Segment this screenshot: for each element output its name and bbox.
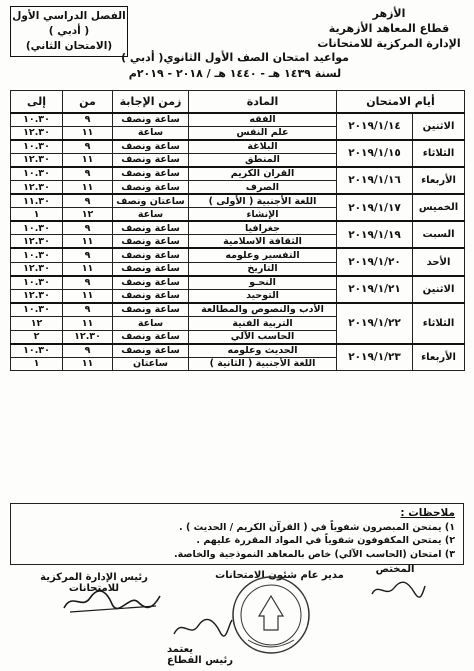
subject-cell: الفقه (189, 113, 337, 127)
exam-date: ٢٠١٩/١/١٩ (337, 221, 413, 248)
header-duration: زمن الإجابة (113, 91, 189, 113)
subject-cell: المنطق (189, 153, 337, 167)
to-cell: ١٢.٣٠ (11, 262, 63, 276)
duration-cell: ساعة ونصف (113, 153, 189, 167)
to-cell: ١٠.٣٠ (11, 248, 63, 262)
exam-day: الاثنين (413, 276, 465, 303)
exam-day: الثلاثاء (413, 140, 465, 167)
table-row (11, 344, 465, 358)
duration-cell: ساعة ونصف (113, 262, 189, 276)
table-body (11, 113, 465, 371)
duration-cell: ساعة ونصف (113, 167, 189, 181)
duration-cell: ساعة ونصف (113, 248, 189, 262)
to-cell: ١٠.٣٠ (11, 276, 63, 290)
page-title (120, 50, 350, 82)
subject-cell: التربية الفنية (189, 316, 337, 330)
to-cell: ١٠.٣٠ (11, 344, 63, 358)
from-cell: ١٢.٣٠ (63, 330, 113, 344)
from-cell: ١١ (63, 289, 113, 303)
table-row (11, 221, 465, 235)
handwritten-signature-icon (60, 586, 165, 616)
duration-cell: ساعة ونصف (113, 330, 189, 344)
duration-cell: ساعة ونصف (113, 140, 189, 154)
duration-cell: ساعة ونصف (113, 289, 189, 303)
notes-title: ملاحظات : (400, 507, 455, 519)
institution-header (314, 6, 464, 51)
subject-cell: الثقافة الاسلامية (189, 235, 337, 249)
table-row (11, 276, 465, 290)
subject-cell: التاريخ (189, 262, 337, 276)
duration-cell: ساعة (113, 316, 189, 330)
signature-central-admin: رئيس الإدارة المركزية للامتحانات (40, 572, 148, 594)
to-cell: ١٢.٣٠ (11, 289, 63, 303)
exam-date: ٢٠١٩/١/٢١ (337, 276, 413, 303)
to-cell: ١١.٣٠ (11, 194, 63, 208)
signature-general-manager: مدير عام شئون الامتحانات (215, 570, 344, 581)
duration-cell: ساعتان (113, 357, 189, 371)
official-seal-icon (230, 574, 312, 656)
from-cell: ٩ (63, 194, 113, 208)
duration-cell: ساعة ونصف (113, 180, 189, 194)
to-cell: ١٠.٣٠ (11, 167, 63, 181)
semester-line: الفصل الدراسي الأول (12, 10, 126, 22)
from-cell: ١١ (63, 316, 113, 330)
semester-line: (الامتحان الثاني) (25, 40, 113, 52)
exam-day: السبت (413, 221, 465, 248)
exam-date: ٢٠١٩/١/١٤ (337, 113, 413, 140)
subject-cell: الحاسب الآلي (189, 330, 337, 344)
to-cell: ١٠.٣٠ (11, 140, 63, 154)
duration-cell: ساعة ونصف (113, 303, 189, 317)
subject-cell: اللغة الأجنبية ( الأولى ) (189, 194, 337, 208)
exam-date: ٢٠١٩/١/١٧ (337, 194, 413, 221)
note-item: ٣) امتحان (الحاسب الآلي) خاص بالمعاهد النموذجية والخاصة. (173, 548, 455, 560)
from-cell: ١١ (63, 357, 113, 371)
from-cell: ٩ (63, 276, 113, 290)
header-from: من (63, 91, 113, 113)
from-cell: ١٢ (63, 208, 113, 222)
exam-schedule-table (10, 90, 465, 371)
subject-cell: الإنشاء (189, 208, 337, 222)
duration-cell: ساعة (113, 208, 189, 222)
from-cell: ٩ (63, 167, 113, 181)
exam-date: ٢٠١٩/١/١٦ (337, 167, 413, 194)
duration-cell: ساعة ونصف (113, 221, 189, 235)
to-cell: ١ (11, 357, 63, 371)
signature-sector-head: رئيس القطاع (167, 655, 233, 666)
to-cell: ١٢ (11, 316, 63, 330)
subject-cell: جغرافيا (189, 221, 337, 235)
subject-cell: اللغة الأجنبية ( الثانية ) (189, 357, 337, 371)
exam-day: الخميس (413, 194, 465, 221)
from-cell: ٩ (63, 303, 113, 317)
duration-cell: ساعة ونصف (113, 344, 189, 358)
duration-cell: ساعة ونصف (113, 235, 189, 249)
exam-date: ٢٠١٩/١/١٥ (337, 140, 413, 167)
subject-cell: البلاغة (189, 140, 337, 154)
from-cell: ١١ (63, 235, 113, 249)
table-row (11, 167, 465, 181)
duration-cell: ساعة ونصف (113, 113, 189, 127)
signature-approved-label: يعتمد (167, 644, 193, 655)
subject-cell: التوحيد (189, 289, 337, 303)
to-cell: ١٠.٣٠ (11, 113, 63, 127)
signature-specialist: المختص (375, 564, 415, 575)
duration-cell: ساعتان ونصف (113, 194, 189, 208)
duration-cell: ساعة (113, 126, 189, 140)
table-row (11, 303, 465, 317)
from-cell: ١١ (63, 180, 113, 194)
note-item: ١) يمتحن المبصرون شفوياً في ( القرآن الكريم / الحديث ) . (179, 521, 455, 533)
table-row (11, 113, 465, 127)
exam-day: الثلاثاء (413, 303, 465, 344)
header-line: قطاع المعاهد الأزهرية (328, 22, 450, 35)
from-cell: ٩ (63, 344, 113, 358)
semester-line: ( أدبي ) (48, 25, 90, 37)
from-cell: ١١ (63, 262, 113, 276)
to-cell: ٢ (11, 330, 63, 344)
subject-cell: الأدب والنصوص والمطالعة (189, 303, 337, 317)
exam-date: ٢٠١٩/١/٢٣ (337, 344, 413, 371)
header-line: الأزهر (372, 7, 406, 20)
exam-day: الأربعاء (413, 344, 465, 371)
to-cell: ١٢.٣٠ (11, 180, 63, 194)
subject-cell: الصرف (189, 180, 337, 194)
to-cell: ١٢.٣٠ (11, 153, 63, 167)
header-to: إلى (11, 91, 63, 113)
exam-date: ٢٠١٩/١/٢٠ (337, 248, 413, 275)
to-cell: ١٢.٣٠ (11, 235, 63, 249)
from-cell: ٩ (63, 248, 113, 262)
title-line: مواعيد امتحان الصف الأول الثانوي( أدبي ) (121, 51, 349, 64)
table-row (11, 248, 465, 262)
from-cell: ١١ (63, 153, 113, 167)
duration-cell: ساعة ونصف (113, 276, 189, 290)
exam-day: الاثنين (413, 113, 465, 140)
subject-cell: الحديث وعلومه (189, 344, 337, 358)
table-header-row (11, 91, 465, 113)
note-item: ٢) يمتحن المكفوفون شفوياً في المواد المقررة عليهم . (196, 535, 455, 546)
subject-cell: علم النفس (189, 126, 337, 140)
table-row (11, 140, 465, 154)
title-line: لسنة ١٤٣٩ هـ - ١٤٤٠ هـ / ٢٠١٨ - ٢٠١٩م (128, 67, 342, 80)
to-cell: ١٢.٣٠ (11, 126, 63, 140)
from-cell: ١١ (63, 126, 113, 140)
subject-cell: التفسير وعلومه (189, 248, 337, 262)
header-line: الإدارة المركزية للامتحانات (317, 37, 461, 50)
to-cell: ١٠.٣٠ (11, 221, 63, 235)
from-cell: ٩ (63, 221, 113, 235)
to-cell: ١٠.٣٠ (11, 303, 63, 317)
subject-cell: القرآن الكريم (189, 167, 337, 181)
notes-box (10, 503, 464, 565)
table-row (11, 194, 465, 208)
from-cell: ٩ (63, 140, 113, 154)
header-days: أيام الامتحان (337, 91, 465, 113)
handwritten-signature-icon (368, 578, 428, 602)
to-cell: ١ (11, 208, 63, 222)
semester-box (10, 6, 128, 57)
handwritten-signature-icon (170, 614, 235, 642)
header-subject: المادة (189, 91, 337, 113)
exam-day: الأربعاء (413, 167, 465, 194)
subject-cell: النحـو (189, 276, 337, 290)
exam-day: الأحد (413, 248, 465, 275)
from-cell: ٩ (63, 113, 113, 127)
exam-date: ٢٠١٩/١/٢٢ (337, 303, 413, 344)
